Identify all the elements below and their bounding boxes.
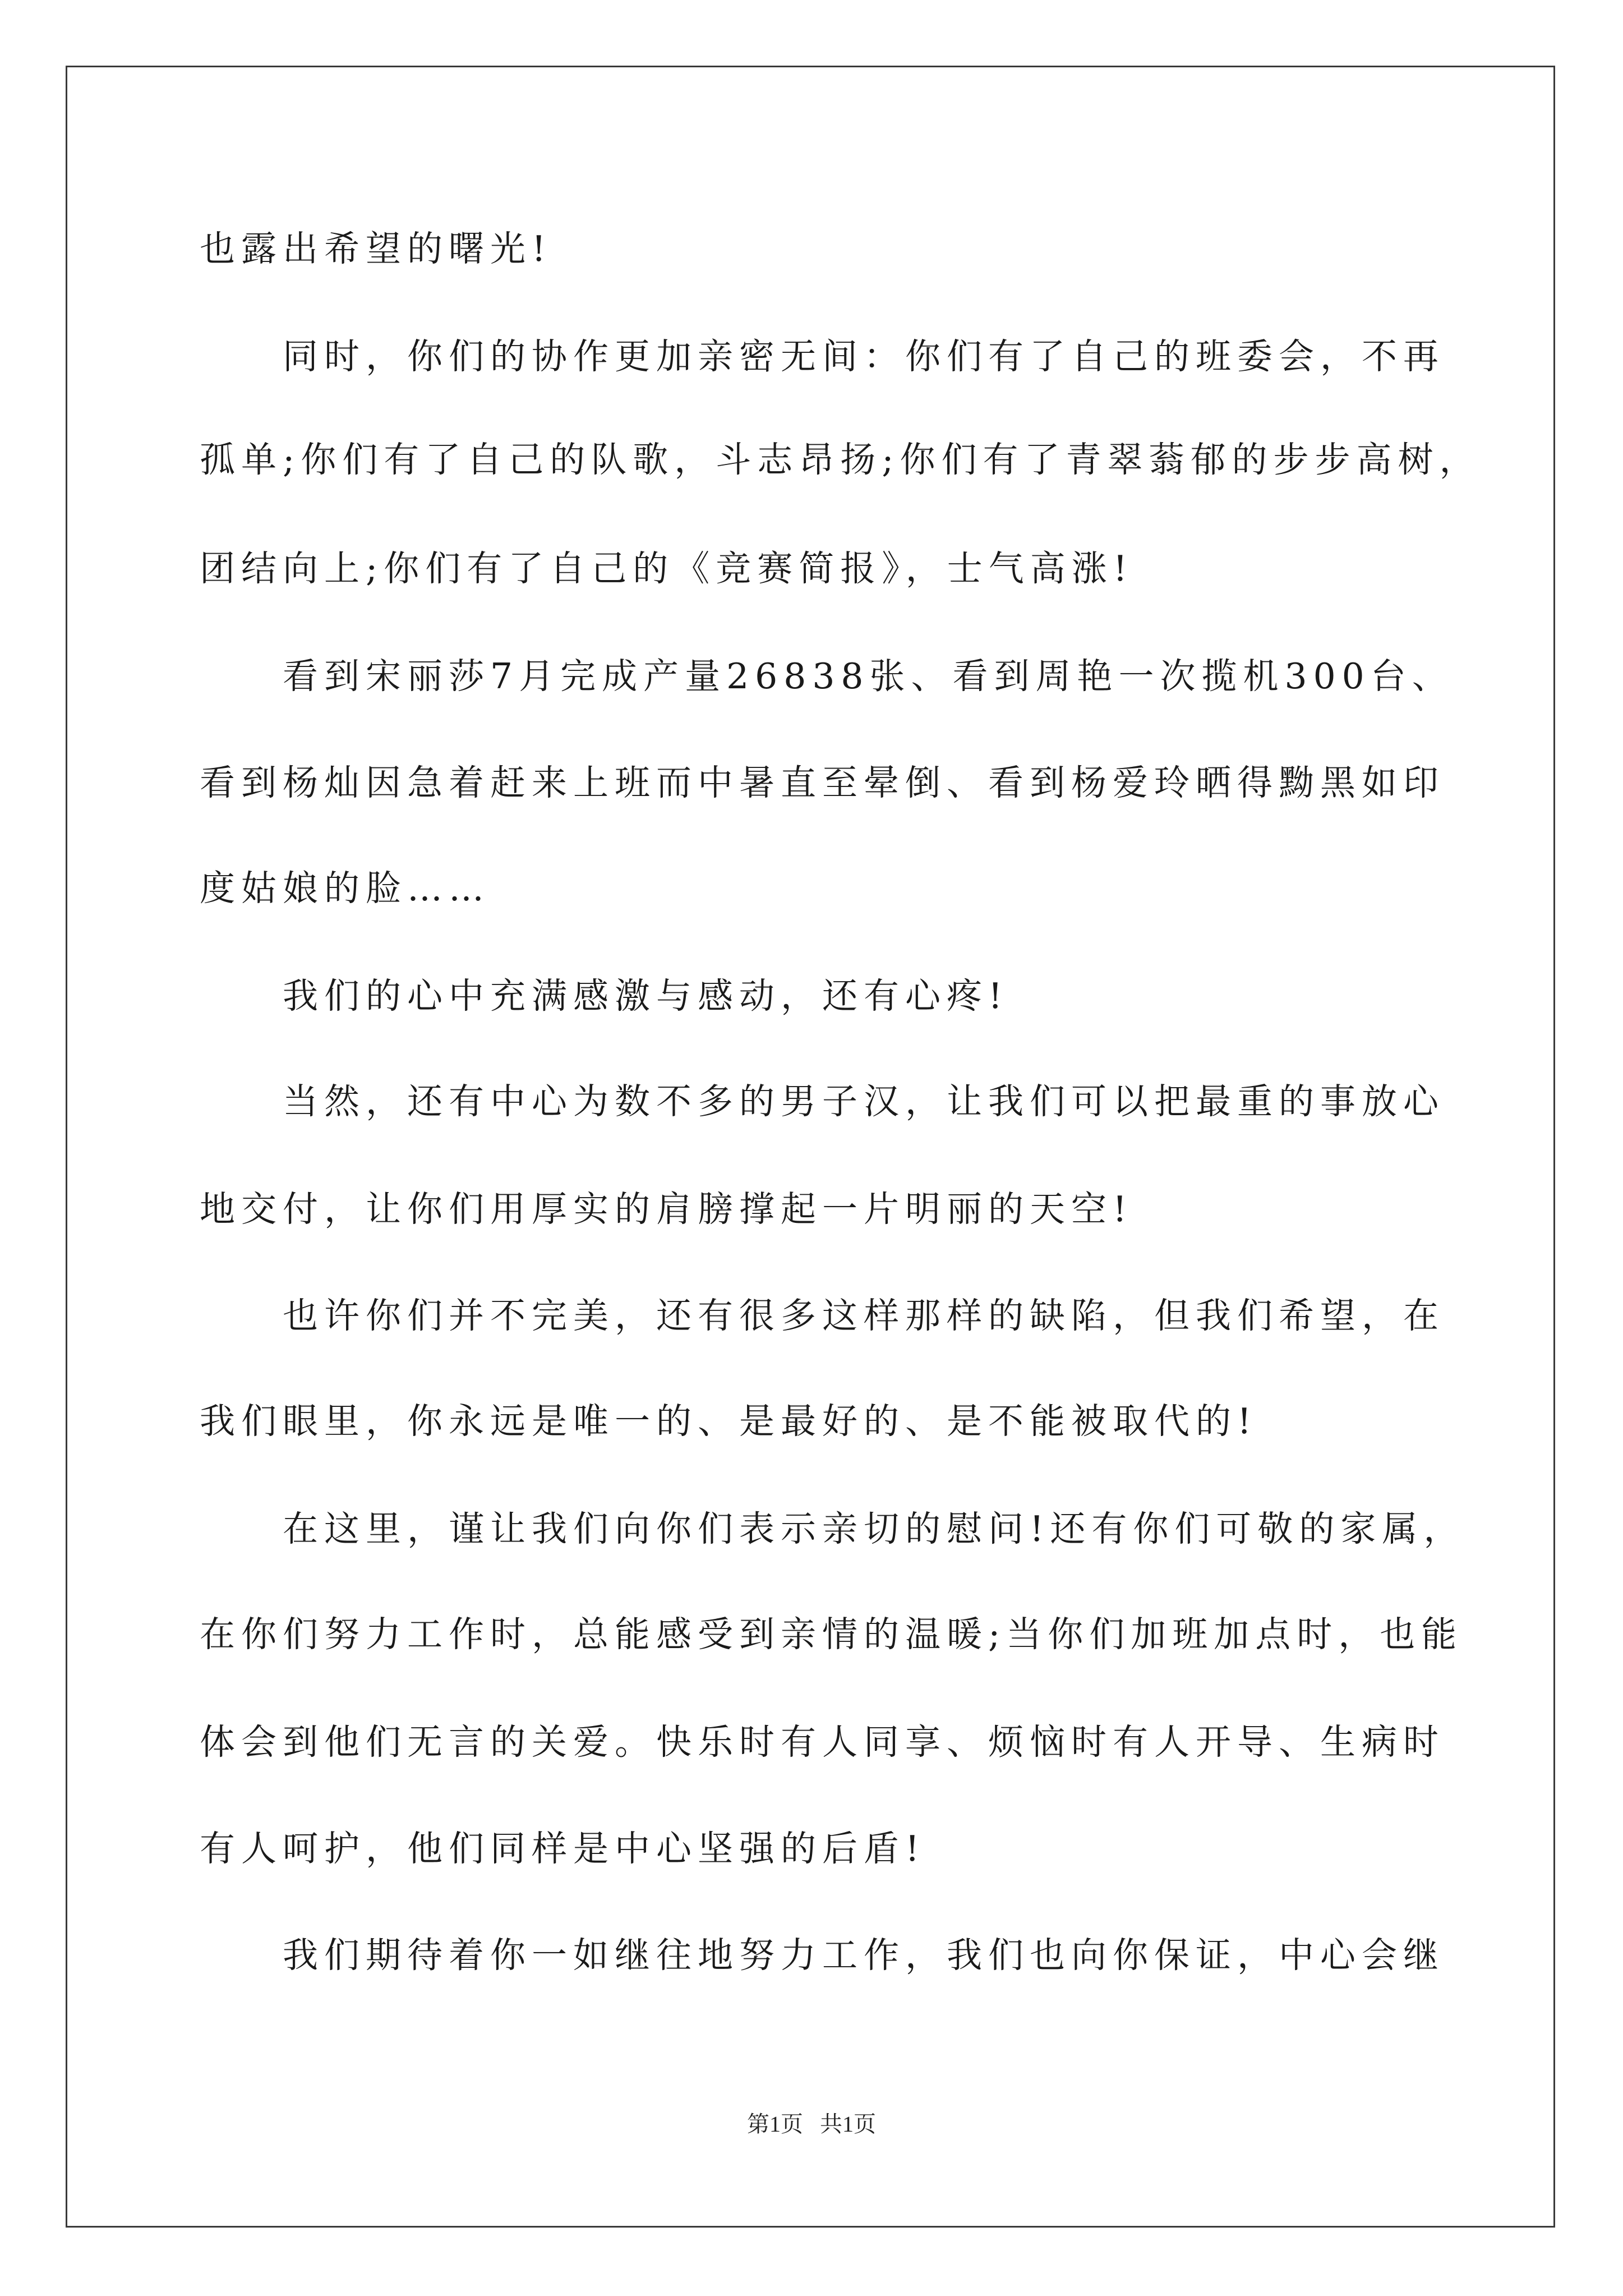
text-line: 在这里，谨让我们向你们表示亲切的慰问!还有你们可敬的家属， [283, 1508, 1465, 1549]
page-number-footer: 第1页 共1页 [747, 2111, 876, 2137]
text-line: 当然，还有中心为数不多的男子汉，让我们可以把最重的事放心 [283, 1081, 1445, 1122]
text-line: 我们期待着你一如继往地努力工作，我们也向你保证，中心会继 [283, 1935, 1445, 1976]
page-border [66, 66, 1555, 2228]
text-line: 看到宋丽莎7月完成产量26838张、看到周艳一次揽机300台、 [283, 656, 1454, 697]
text-line: 在你们努力工作时，总能感受到亲情的温暖;当你们加班加点时，也能 [200, 1614, 1463, 1655]
text-line: 有人呵护，他们同样是中心坚强的后盾! [200, 1828, 926, 1869]
text-line: 度姑娘的脸…… [200, 868, 490, 909]
text-line: 也露出希望的曙光! [200, 228, 552, 269]
text-line: 地交付，让你们用厚实的肩膀撑起一片明丽的天空! [200, 1189, 1133, 1230]
text-line: 我们眼里，你永远是唯一的、是最好的、是不能被取代的! [200, 1401, 1258, 1442]
text-line: 体会到他们无言的关爱。快乐时有人同享、烦恼时有人开导、生病时 [200, 1722, 1445, 1763]
text-line: 孤单;你们有了自己的队歌，斗志昂扬;你们有了青翠蓊郁的步步高树， [200, 439, 1481, 480]
text-line: 同时，你们的协作更加亲密无间：你们有了自己的班委会，不再 [283, 336, 1445, 377]
text-line: 团结向上;你们有了自己的《竞赛简报》，士气高涨! [200, 548, 1134, 589]
text-line: 也许你们并不完美，还有很多这样那样的缺陷，但我们希望，在 [283, 1295, 1445, 1336]
text-line: 我们的心中充满感激与感动，还有心疼! [283, 976, 1009, 1016]
text-line: 看到杨灿因急着赶来上班而中暑直至晕倒、看到杨爱玲晒得黝黑如印 [200, 762, 1445, 803]
